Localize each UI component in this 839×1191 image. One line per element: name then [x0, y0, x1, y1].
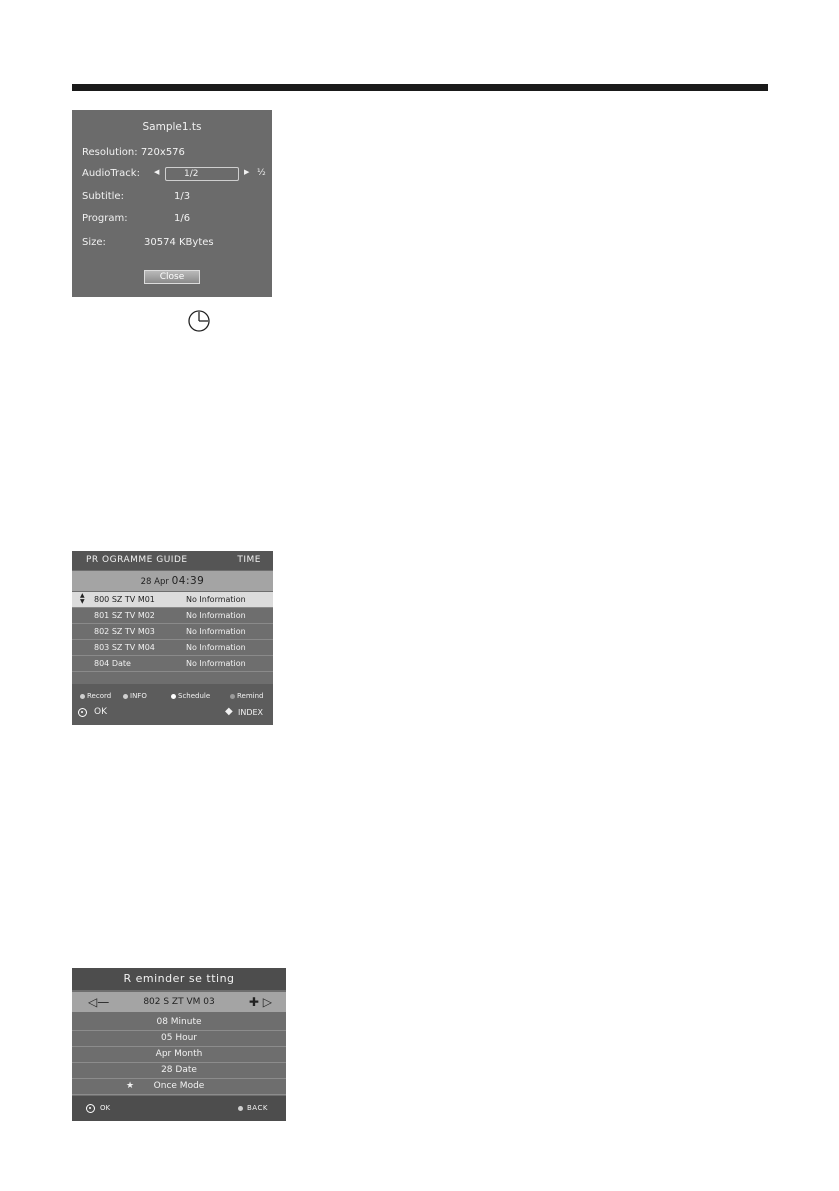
minute-field[interactable]: 08 Minute [72, 1014, 286, 1031]
remind-hint[interactable] [230, 692, 264, 700]
programme-info: No Information [186, 627, 246, 636]
guide-date: 28 Apr [140, 577, 169, 587]
audiotrack-selector[interactable] [165, 167, 239, 181]
reminder-title: R eminder se tting [72, 968, 286, 990]
ok-label[interactable]: OK [100, 1104, 111, 1112]
channel-row[interactable] [72, 656, 273, 672]
channel-row[interactable] [72, 624, 273, 640]
green-dot-icon [123, 694, 128, 699]
program-label: Program: [82, 213, 128, 224]
star-icon: ★ [126, 1081, 135, 1091]
channel-row[interactable] [72, 640, 273, 656]
subtitle-value: 1/3 [174, 191, 191, 202]
audiotrack-next-icon[interactable]: ▶ [244, 168, 250, 176]
ok-ring-icon [86, 1104, 95, 1113]
schedule-hint[interactable] [171, 692, 210, 700]
audiotrack-value: 1/2 [184, 169, 199, 179]
guide-time: 04:39 [171, 575, 205, 587]
size-value: 30574 KBytes [144, 237, 214, 248]
size-label: Size: [82, 237, 106, 248]
programme-info: No Information [186, 643, 246, 652]
channel-name: 801 SZ TV M02 [94, 611, 155, 620]
channel-row[interactable] [72, 592, 273, 608]
top-rule [72, 84, 768, 91]
remind-label: Remind [237, 692, 264, 700]
channel-name: 803 SZ TV M04 [94, 643, 155, 652]
channel-next-icon[interactable]: ✚ ▷ [248, 995, 272, 1009]
guide-header [72, 551, 273, 570]
channel-name: 802 SZ TV M03 [94, 627, 155, 636]
record-label: Record [87, 692, 112, 700]
channel-name: 804 Date [94, 659, 131, 668]
ok-ring-icon [78, 708, 87, 717]
audiotrack-label: AudioTrack: [82, 168, 140, 179]
channel-row[interactable] [72, 608, 273, 624]
guide-title: PR OGRAMME GUIDE [86, 555, 188, 565]
yellow-dot-icon [171, 694, 176, 699]
mode-field[interactable] [72, 1078, 286, 1095]
reminder-footer [72, 1096, 286, 1121]
back-dot-icon [238, 1106, 243, 1111]
resolution-line [82, 147, 185, 158]
mode-label: Once Mode [153, 1081, 205, 1091]
ok-label[interactable]: OK [94, 707, 107, 717]
resolution-label: Resolution: [82, 147, 138, 158]
resolution-value: 720x576 [140, 147, 185, 158]
programme-guide-panel [72, 551, 273, 725]
guide-date-bar [72, 571, 273, 591]
diamond-icon: ◆ [225, 706, 233, 717]
date-field[interactable]: 28 Date [72, 1062, 286, 1079]
subtitle-label: Subtitle: [82, 191, 124, 202]
info-label: INFO [130, 692, 147, 700]
reminder-channel-selector[interactable] [72, 992, 286, 1012]
info-hint[interactable] [123, 692, 147, 700]
programme-info: No Information [186, 595, 246, 604]
programme-info: No Information [186, 611, 246, 620]
channel-prev-icon[interactable]: ◁— [88, 995, 110, 1009]
programme-info: No Information [186, 659, 246, 668]
guide-footer [72, 684, 273, 725]
hour-field[interactable]: 05 Hour [72, 1030, 286, 1047]
audiotrack-prev-icon[interactable]: ◀ [154, 168, 160, 176]
schedule-label: Schedule [178, 692, 211, 700]
close-button[interactable]: Close [144, 270, 200, 284]
up-down-arrows-icon: ▲ ▼ [80, 592, 85, 605]
tab-time[interactable]: TIME [237, 555, 261, 565]
red-dot-icon [80, 694, 85, 699]
channel-name: 800 SZ TV M01 [94, 595, 155, 604]
file-title: Sample1.ts [142, 121, 202, 133]
blue-dot-icon [230, 694, 235, 699]
clock-icon [188, 310, 210, 332]
file-info-panel [72, 110, 272, 297]
back-label[interactable]: BACK [247, 1104, 268, 1112]
record-hint[interactable] [80, 692, 111, 700]
reminder-setting-panel [72, 968, 286, 1121]
month-field[interactable]: Apr Month [72, 1046, 286, 1063]
index-label[interactable]: INDEX [238, 708, 264, 717]
program-value: 1/6 [174, 213, 191, 224]
audiotrack-suffix: ½ [257, 168, 266, 178]
reminder-channel: 802 S ZT VM 03 [143, 997, 215, 1007]
